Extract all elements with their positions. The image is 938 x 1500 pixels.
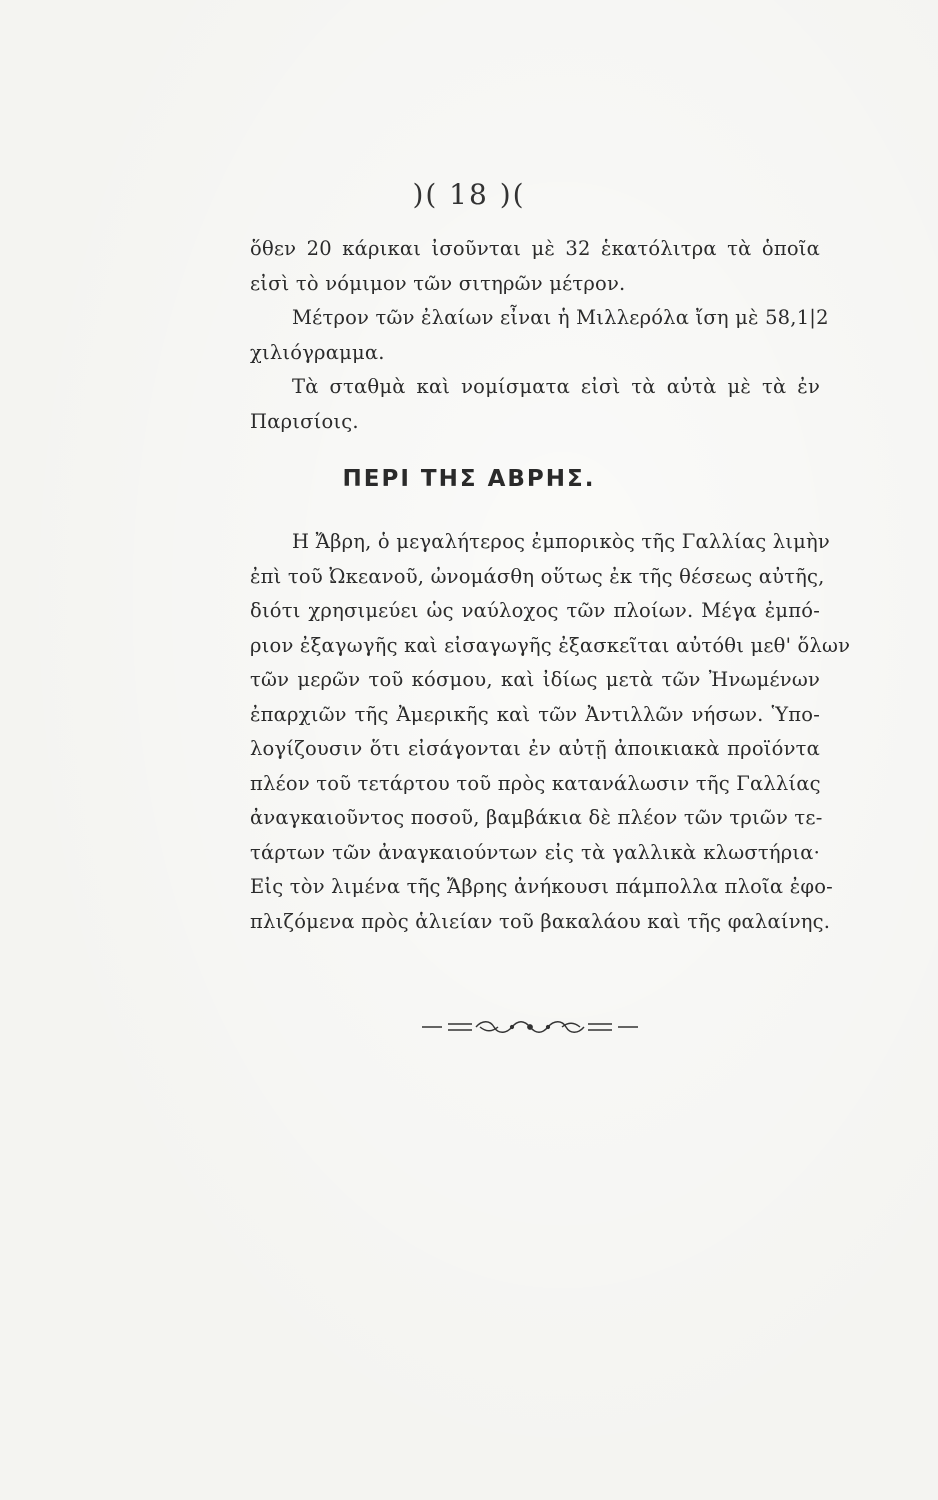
- text-line: Μέτρον τῶν ἐλαίων εἶναι ἡ Μιλλερόλα ἴση μὲ 58,1|2: [292, 306, 829, 329]
- text-line: ὅθεν 20 κάρικαι ἰσοῦνται μὲ 32 ἑκατόλιτρα τὰ ὁποῖα: [250, 237, 820, 260]
- text-line: εἰσὶ τὸ νόμιμον τῶν σιτηρῶν μέτρον.: [250, 271, 626, 295]
- text-line: τῶν μερῶν τοῦ κόσμου, καὶ ἰδίως μετὰ τῶν Ἠνωμένων: [250, 668, 820, 691]
- paragraph-4: [250, 525, 851, 939]
- text-line: ριον ἐξαγωγῆς καὶ εἰσαγωγῆς ἐξασκεῖται αὐτόθι μεθ' ὅλων: [250, 633, 851, 657]
- text-line: Εἰς τὸν λιμένα τῆς Ἄβρης ἀνήκουσι πάμπολλα πλοῖα ἐφο-: [250, 875, 833, 898]
- text-line: ἐπαρχιῶν τῆς Ἀμερικῆς καὶ τῶν Ἀντιλλῶν νήσων. Ὑπο-: [250, 702, 820, 726]
- text-line: ἐπὶ τοῦ Ὠκεανοῦ, ὠνομάσθη οὕτως ἐκ τῆς θέσεως αὐτῆς,: [250, 564, 825, 588]
- text-line: πλιζόμενα πρὸς ἁλιείαν τοῦ βακαλάου καὶ τῆς φαλαίνης.: [250, 909, 831, 933]
- section-title: ΠΕΡΙ ΤΗΣ ΑΒΡΗΣ.: [342, 466, 596, 492]
- text-line: Παρισίοις.: [250, 409, 359, 433]
- paragraph-2: [250, 301, 829, 370]
- text-line: διότι χρησιμεύει ὡς ναύλοχος τῶν πλοίων. Μέγα ἐμπό-: [250, 599, 820, 622]
- text-line: ἀναγκαιοῦντος ποσοῦ, βαμβάκια δὲ πλέον τῶν τριῶν τε-: [250, 806, 823, 829]
- page-number-header: )( 18 )(: [412, 178, 526, 211]
- text-line: Τὰ σταθμὰ καὶ νομίσματα εἰσὶ τὰ αὐτὰ μὲ τὰ ἐν: [292, 375, 820, 398]
- text-line: πλέον τοῦ τετάρτου τοῦ πρὸς κατανάλωσιν τῆς Γαλλίας: [250, 771, 821, 795]
- paragraph-3: [250, 370, 820, 439]
- text-line: χιλιόγραμμα.: [250, 340, 385, 364]
- text-line: τάρτων τῶν ἀναγκαιούντων εἰς τὰ γαλλικὰ κλωστήρια·: [250, 840, 820, 864]
- text-line: λογίζουσιν ὅτι εἰσάγονται ἐν αὐτῇ ἀποικιακὰ προϊόντα: [250, 737, 820, 760]
- paragraph-1: [250, 232, 820, 301]
- text-line: Η Ἄβρη, ὁ μεγαλήτερος ἐμπορικὸς τῆς Γαλλίας λιμὴν: [292, 530, 830, 553]
- ornament-divider-icon: [420, 1018, 640, 1036]
